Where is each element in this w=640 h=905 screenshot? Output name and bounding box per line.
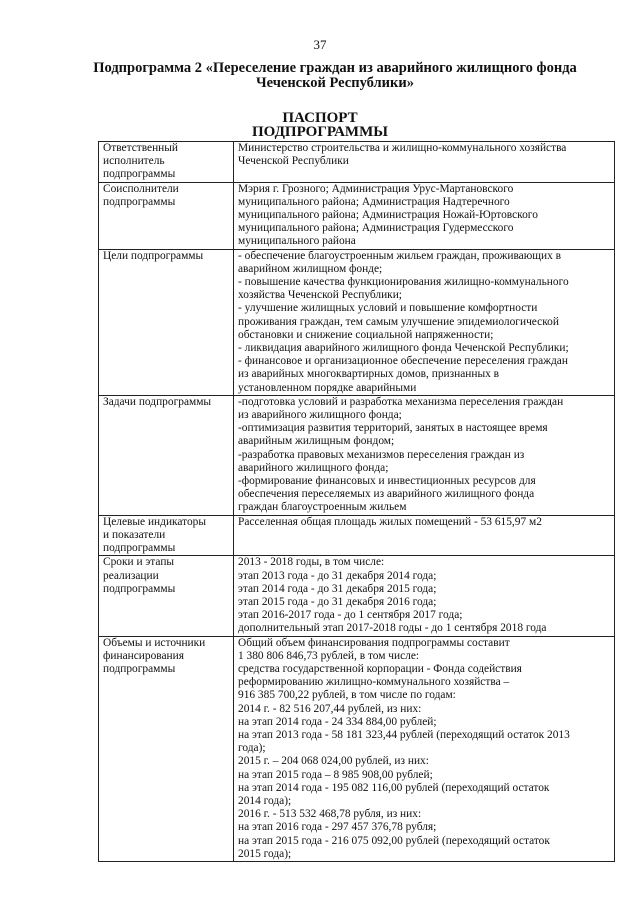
row-content-line: из аварийных многоквартирных домов, признанных в [238,368,500,381]
row-content-line: года); [238,742,266,755]
row-label-line: Объемы и источники [103,636,206,649]
subprogram-title-line: Подпрограмма 2 «Переселение граждан из аварийного жилищного фонда [93,60,577,76]
subprogram-title-line: Чеченской Республики» [256,75,414,91]
row-label-line: подпрограммы [103,662,176,675]
row-label-line: финансирования [103,649,184,662]
passport-row [99,249,615,395]
row-content-line: -формирование финансовых и инвестиционных ресурсов для [238,475,536,488]
row-label-cell [99,395,234,515]
row-label-line: и показатели [103,528,166,541]
row-content-cell [234,556,615,636]
row-content-line: хозяйства Чеченской Республики; [238,289,402,302]
row-content-line: из аварийного жилищного фонда; [238,409,402,422]
passport-row [99,515,615,556]
row-label-line: Целевые индикаторы [103,515,207,528]
row-content-line: аварийного жилищного фонда; [238,461,389,474]
row-content-line: -оптимизация развития территорий, занятых в настоящее время [238,422,548,435]
row-label-cell [99,515,234,556]
row-content-line: - финансовое и организационное обеспечение переселения граждан [238,355,568,368]
row-content-cell [234,249,615,395]
row-content-line: на этап 2015 года – 8 985 908,00 рублей; [238,768,433,781]
row-content-line: 2015 года); [238,847,292,860]
row-label-cell [99,556,234,636]
row-content-line: Мэрия г. Грозного; Администрация Урус-Мартановского [238,182,514,195]
passport-heading-line: ПАСПОРТ [282,110,358,126]
row-label-line: подпрограммы [103,542,176,555]
passport-row [99,556,615,636]
subprogram-title [70,61,600,91]
row-content-line: проживания граждан, тем самым улучшение эпидемиологической [238,315,559,328]
row-label-line: Сроки и этапы [103,556,175,569]
row-content-line: - ликвидация аварийного жилищного фонда Чеченской Республики; [238,342,569,355]
row-content-line: реформированию жилищно-коммунального хозяйства – [238,676,510,689]
row-content-line: на этап 2013 года - 58 181 323,44 рублей (переходящий остаток 2013 [238,728,570,741]
row-content-line: 1 380 806 846,73 рублей, в том числе: [238,649,420,662]
row-content-line: муниципального района; Администрация Гудермесского [238,222,514,235]
row-content-cell [234,182,615,249]
row-content-line: 2014 года); [238,794,292,807]
page-number: 37 [313,37,327,52]
row-content-line: аварийном жилищном фонде; [238,262,383,275]
row-content-line: 2013 - 2018 годы, в том числе: [238,556,385,569]
row-content-line: аварийным жилищным фондом; [238,435,395,448]
row-content-line: 2014 г. - 82 516 207,44 рублей, из них: [238,702,422,715]
row-content-line: установленном порядке аварийными [238,381,417,394]
row-content-line: муниципального района [238,235,356,248]
row-content-line: на этап 2016 года - 297 457 376,78 рубля; [238,821,437,834]
row-content-line: этап 2015 года - до 31 декабря 2016 года; [238,595,437,608]
passport-heading [0,111,640,139]
row-content-cell [234,515,615,556]
row-content-line: граждан благоустроенным жильем [238,501,407,514]
row-label-line: подпрограммы [103,582,176,595]
row-content-line: средства государственной корпорации - Фонда содействия [238,662,522,675]
row-content-line: -подготовка условий и разработка механизма переселения граждан [238,395,564,408]
passport-row [99,395,615,515]
passport-table [98,141,615,862]
row-content-line: 916 385 700,22 рублей, в том числе по годам: [238,689,456,702]
row-content-line: Чеченской Республики [238,155,349,168]
passport-row [99,142,615,183]
row-label-line: Соисполнители [103,182,179,195]
row-content-line: на этап 2015 года - 216 075 092,00 рублей (переходящий остаток [238,834,550,847]
row-label-line: Задачи подпрограммы [103,395,212,408]
row-label-cell [99,636,234,861]
row-label-line: исполнитель [103,155,165,168]
row-content-line: обстановки и снижение социальной напряженности; [238,328,494,341]
row-content-line: 2016 г. - 513 532 468,78 рубля, из них: [238,808,422,821]
passport-heading-line: ПОДПРОГРАММЫ [252,124,388,140]
row-content-line: дополнительный этап 2017-2018 годы - до 1 сентября 2018 года [238,622,547,635]
row-content-cell [234,142,615,183]
row-label-line: подпрограммы [103,195,176,208]
row-content-line: муниципального района; Администрация Ножай-Юртовского [238,209,538,222]
row-label-cell [99,142,234,183]
passport-row [99,636,615,861]
row-content-line: на этап 2014 года - 195 082 116,00 рублей (переходящий остаток [238,781,550,794]
row-content-line: Общий объем финансирования подпрограммы составит [238,636,510,649]
row-label-line: Ответственный [103,142,179,154]
row-content-line: Министерство строительства и жилищно-коммунального хозяйства [238,142,567,154]
row-content-line: - обеспечение благоустроенным жильем граждан, проживающих в [238,249,562,262]
row-label-line: Цели подпрограммы [103,249,204,262]
row-label-line: подпрограммы [103,168,176,181]
row-content-line: этап 2013 года - до 31 декабря 2014 года; [238,569,437,582]
row-content-line: - улучшение жилищных условий и повышение комфортности [238,302,538,315]
row-content-line: этап 2014 года - до 31 декабря 2015 года; [238,582,437,595]
row-label-line: реализации [103,569,159,582]
passport-row [99,182,615,249]
row-content-line: муниципального района; Администрация Надтеречного [238,195,510,208]
row-content-line: обеспечения переселяемых из аварийного жилищного фонда [238,488,535,501]
row-content-cell [234,636,615,861]
row-content-line: на этап 2014 года - 24 334 884,00 рублей; [238,715,437,728]
row-content-line: 2015 г. – 204 068 024,00 рублей, из них: [238,755,429,768]
row-content-line: -разработка правовых механизмов переселения граждан из [238,448,525,461]
row-content-line: Расселенная общая площадь жилых помещений - 53 615,97 м2 [238,515,542,528]
row-content-line: этап 2016-2017 года - до 1 сентября 2017 года; [238,609,463,622]
row-content-cell [234,395,615,515]
passport-table-body [99,142,615,862]
row-label-cell [99,182,234,249]
row-label-cell [99,249,234,395]
row-content-line: - повышение качества функционирования жилищно-коммунального [238,276,569,289]
